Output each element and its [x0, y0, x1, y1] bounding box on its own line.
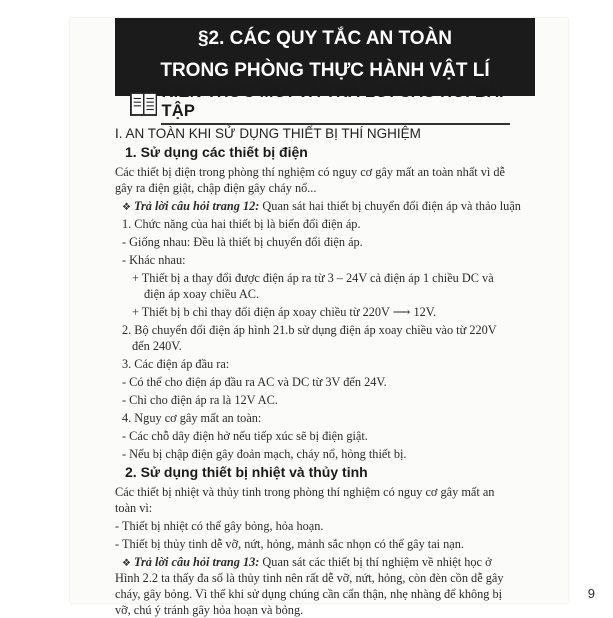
page-number: 9 [587, 586, 595, 601]
answer-label: Trả lời câu hỏi trang 13: [133, 555, 260, 569]
chapter-title-line2: TRONG PHÒNG THỰC HÀNH VẬT LÍ [160, 60, 490, 81]
paragraph-line: cháy, gây bỏng. Vì thế khi sử dụng chúng cần cẩn thận, nhẹ nhàng để không bị [115, 587, 503, 601]
list-item: 1. Chức năng của hai thiết bị là biến đổi điện áp. [122, 217, 361, 231]
list-item: - Có thể cho điện áp đầu ra AC và DC từ 3V đến 24V. [122, 375, 387, 389]
list-item: + Thiết bị b chỉ thay đổi điện áp xoay chiều từ 220V ⟶ 12V. [132, 305, 437, 319]
paragraph-line: toàn vì: [115, 501, 153, 515]
section-heading [130, 83, 510, 120]
list-item: - Khác nhau: [122, 253, 186, 267]
list-item: - Chỉ cho điện áp ra là 12V AC. [122, 393, 278, 407]
subheading-electric: 1. Sử dụng các thiết bị điện [125, 144, 308, 160]
list-item: 4. Nguy cơ gây mất an toàn: [122, 411, 262, 425]
book-icon [130, 91, 157, 117]
answer-q12 [122, 198, 521, 216]
list-item: 2. Bộ chuyển đổi điện áp hình 21.b sử dụng điện áp xoay chiều vào từ 220V [122, 323, 497, 337]
diamond-bullet-icon: ❖ [122, 558, 131, 569]
answer-prompt: Quan sát hai thiết bị chuyển đổi điện áp và thảo luận [259, 199, 521, 213]
part1-title: AN TOÀN KHI SỬ DỤNG THIẾT BỊ THÍ NGHIỆM [125, 126, 421, 141]
list-item: - Nếu bị chập điện gây đoản mạch, cháy nổ, hỏng thiết bị. [122, 447, 407, 461]
answer-prompt: Quan sát các thiết bị thí nghiệm về nhiệt học ở [259, 555, 492, 569]
paragraph-line: Các thiết bị điện trong phòng thí nghiệm có nguy cơ gây mất an toàn nhất vì dễ [115, 165, 506, 179]
list-item: 3. Các điện áp đầu ra: [122, 357, 230, 371]
paragraph-line: Hình 2.2 ta thấy đa số là thủy tinh nên rất dễ vỡ, nứt, hỏng, còn đèn cồn dễ gây [115, 571, 504, 585]
subheading-heat-glass: 2. Sử dụng thiết bị nhiệt và thủy tinh [125, 464, 368, 480]
list-item: - Thiết bị nhiệt có thể gây bỏng, hỏa hoạn. [115, 519, 324, 533]
answer-label: Trả lời câu hỏi trang 12: [133, 199, 260, 213]
list-item: - Các chỗ dây điện hở nếu tiếp xúc sẽ bị điện giật. [122, 429, 368, 443]
textbook-page [70, 18, 568, 617]
part1-heading [115, 126, 421, 142]
chapter-title-line1: §2. CÁC QUY TẮC AN TOÀN [197, 28, 453, 49]
list-item: - Thiết bị thủy tinh dễ vỡ, nứt, hỏng, mảnh sắc nhọn có thể gây tai nạn. [115, 537, 464, 551]
list-item: - Giống nhau: Đều là thiết bị chuyển đổi điện áp. [122, 235, 363, 249]
part1-roman: I. [115, 126, 123, 141]
list-item: + Thiết bị a thay đổi được điện áp ra từ 3 – 24V cả điện áp 1 chiều DC và [132, 271, 494, 285]
paragraph-line: vỡ, chú ý tránh gây hỏa hoạn và bỏng. [115, 603, 304, 617]
paragraph-line: Các thiết bị nhiệt và thủy tinh trong phòng thí nghiệm có nguy cơ gây mất an [115, 485, 495, 499]
paragraph-line: gây ra điện giật, chập điện gây cháy nổ... [115, 181, 317, 195]
section-title: KIẾN THỨC MỚI VÀ TRẢ LỜI CÂU HỎI BÀI TẬP [161, 83, 510, 125]
list-item: điện áp xoay chiều AC. [144, 287, 260, 301]
diamond-bullet-icon: ❖ [122, 202, 131, 213]
list-item: đến 240V. [132, 339, 182, 353]
